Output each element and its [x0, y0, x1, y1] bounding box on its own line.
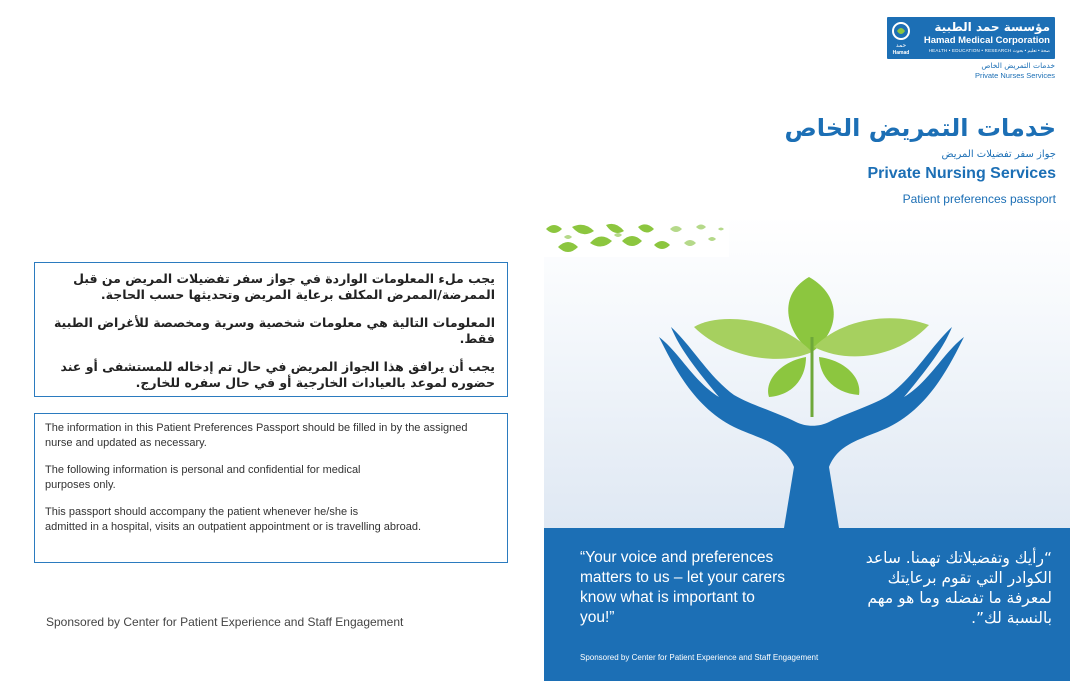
english-info-paragraph-3: This passport should accompany the patient whenever he/she is admitted in a hospital, visits an outpatient appointment or is travelling abroad.: [45, 506, 422, 533]
cover-subtitle-english: Patient preferences passport: [902, 192, 1056, 206]
cover-title-english: Private Nursing Services: [867, 165, 1056, 182]
logo-arabic-name: مؤسسة حمد الطبية: [934, 20, 1050, 34]
cover-artwork: [544, 217, 1070, 528]
hmc-logo: [887, 17, 1055, 59]
arabic-info-box: [34, 262, 508, 397]
arabic-info-paragraph-3: يجب أن يرافق هذا الجواز المريض في حال تم إدخاله للمستشفى أو عند حضوره لموعد بالعيادات الخارجية أو في حال سفره للخارج.: [60, 359, 495, 390]
hmc-emblem-icon: [890, 20, 912, 56]
cover-subtitle-arabic: جواز سفر تفضيلات المريض: [941, 149, 1056, 160]
english-info-paragraph-1: The information in this Patient Preferences Passport should be filled in by the assigned nurse and updated as necessary.: [45, 422, 468, 449]
quote-arabic: “رأيك وتفضيلاتك تهمنا. ساعد الكوادر التي تقوم برعايتك لمعرفة ما تفضله وما هو مهم بالنسبة لك”.: [865, 549, 1052, 627]
dept-english-name: Private Nurses Services: [974, 71, 1055, 80]
logo-tagline: HEALTH • EDUCATION • RESEARCH صحة • تعليم • بحوث: [928, 48, 1050, 53]
dept-arabic-name: خدمات التمريض الخاص: [981, 61, 1055, 70]
logo-english-name: Hamad Medical Corporation: [923, 35, 1050, 46]
left-sponsor-text: Sponsored by Center for Patient Experience and Staff Engagement: [46, 615, 404, 629]
cover-sponsor-text: Sponsored by Center for Patient Experience and Staff Engagement: [580, 653, 819, 662]
quote-english: “Your voice and preferences matters to us – let your carers know what is important to you!”: [580, 549, 786, 626]
arabic-info-paragraph-1: يجب ملء المعلومات الواردة في جواز سفر تفضيلات المريض من قبل الممرضة/الممرض المكلف برعاية المريض وتحديثها حسب الحاجة.: [73, 271, 495, 302]
arabic-info-paragraph-2: المعلومات التالية هي معلومات شخصية وسرية ومخصصة للأغراض الطبية فقط.: [53, 315, 495, 346]
svg-text:Hamad: Hamad: [892, 50, 910, 56]
english-info-paragraph-2: The following information is personal and confidential for medical purposes only.: [45, 464, 361, 491]
svg-text:حمد: حمد: [895, 42, 907, 49]
cover-title-arabic: خدمات التمريض الخاص: [784, 114, 1056, 142]
english-info-box: [34, 413, 508, 563]
leaves-icon: [544, 221, 729, 257]
